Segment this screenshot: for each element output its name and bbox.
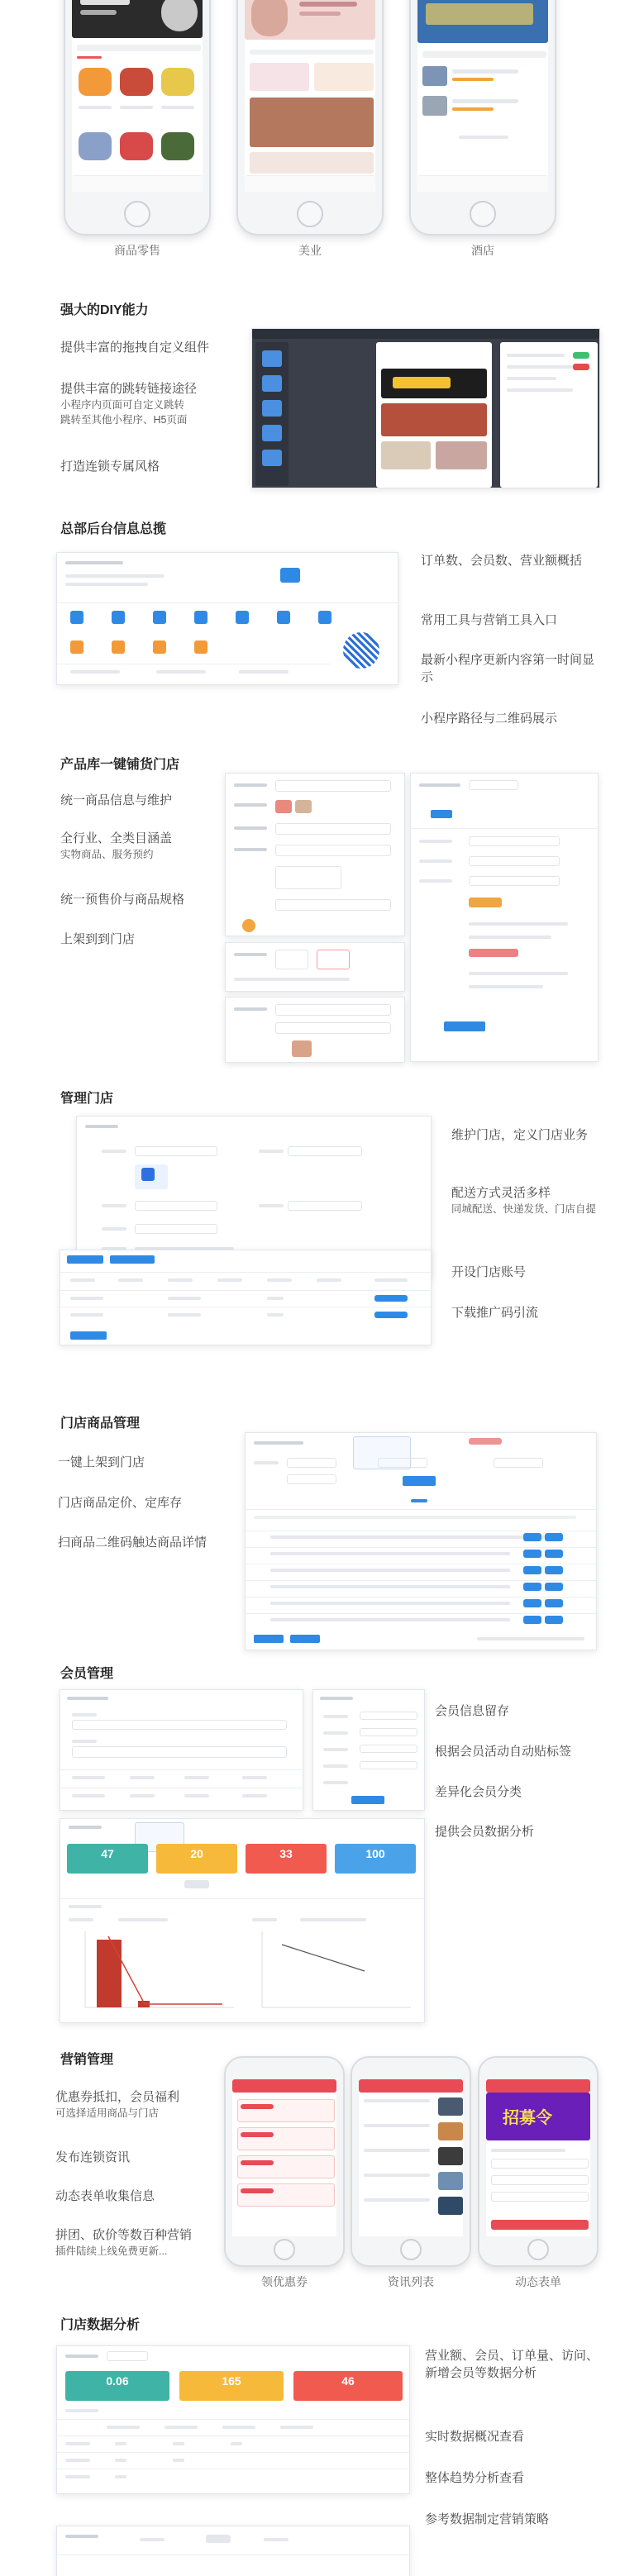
library-feature-4 xyxy=(60,931,135,948)
stores-feature-1-label: 维护门店，定义门店业务 xyxy=(451,1128,589,1142)
store-goods-feature-1 xyxy=(58,1454,145,1471)
phone-caption-form: 动态表单 xyxy=(515,2275,561,2288)
marketing-feature-4 xyxy=(55,2226,192,2259)
diy-feature-3-label: 打造连锁专属风格 xyxy=(60,459,160,474)
members-feature-2 xyxy=(435,1743,613,1760)
member-analytics-screenshot xyxy=(60,1818,425,2023)
phone-form xyxy=(478,2056,599,2267)
section-title-library: 产品库一键铺货门店 xyxy=(60,758,180,772)
stores-feature-4-label: 下载推广码引流 xyxy=(451,1306,539,1320)
member-chart-bar-1 xyxy=(97,1940,122,2007)
analytics-feature-3-label: 整体趋势分析查看 xyxy=(425,2471,525,2485)
member-tag-screenshot xyxy=(312,1689,425,1811)
phone-beauty xyxy=(236,0,384,236)
analytics-feature-2-label: 实时数据概况查看 xyxy=(425,2430,525,2444)
member-chart-line xyxy=(108,1936,222,2004)
members-feature-1-label: 会员信息留存 xyxy=(435,1704,510,1718)
member-kpi-4-value: 100 xyxy=(365,1847,385,1860)
phone-caption-retail: 商品零售 xyxy=(114,244,160,257)
stores-feature-2-sub: 同城配送、快递发货、门店自提 xyxy=(451,1203,597,1215)
phone-coupons xyxy=(224,2056,345,2267)
analytics-feature-4-label: 参考数据制定营销策略 xyxy=(425,2512,550,2526)
member-chart-trend xyxy=(282,1945,365,1971)
library-form-screenshot-1 xyxy=(225,773,405,936)
form-banner-text: 招募令 xyxy=(503,2109,552,2127)
library-feature-3-label: 统一预售价与商品规格 xyxy=(60,893,185,907)
store-goods-feature-2-label: 门店商品定价、定库存 xyxy=(58,1496,183,1510)
member-chart-right xyxy=(249,1928,417,2016)
section-title-diy: 强大的DIY能力 xyxy=(60,303,149,317)
library-form-screenshot-4 xyxy=(410,773,599,1062)
stores-feature-1 xyxy=(451,1126,604,1144)
members-feature-4-label: 提供会员数据分析 xyxy=(435,1825,535,1839)
store-goods-feature-2 xyxy=(58,1494,182,1512)
phone-retail xyxy=(64,0,211,236)
marketing-feature-1-sub: 可选择适用商品与门店 xyxy=(55,2107,160,2119)
section-title-marketing: 营销管理 xyxy=(60,2053,114,2067)
member-kpi-4 xyxy=(335,1844,416,1874)
marketing-feature-2 xyxy=(55,2149,130,2166)
analytics-feature-2 xyxy=(425,2428,602,2445)
library-feature-4-label: 上架到到门店 xyxy=(60,932,136,946)
stores-feature-3 xyxy=(451,1264,604,1281)
marketing-feature-4-sub: 插件陆续上线免费更新... xyxy=(55,2245,168,2257)
library-feature-2 xyxy=(60,830,172,862)
phone-news xyxy=(351,2056,471,2267)
hq-feature-4-label: 小程序路径与二维码展示 xyxy=(421,712,558,726)
stores-feature-2-label: 配送方式灵活多样 xyxy=(451,1186,551,1200)
member-kpi-2-value: 20 xyxy=(190,1847,203,1860)
library-form-screenshot-2 xyxy=(225,942,405,992)
store-goods-feature-1-label: 一键上架到门店 xyxy=(58,1455,145,1469)
member-kpi-3 xyxy=(246,1844,327,1874)
analytics-trend-screenshot xyxy=(56,2526,410,2576)
member-kpi-2 xyxy=(156,1844,237,1874)
library-feature-2-sub: 实物商品、服务预约 xyxy=(60,849,154,860)
section-title-hq: 总部后台信息总揽 xyxy=(60,522,167,536)
analytics-kpi-3-value: 46 xyxy=(341,2374,355,2388)
analytics-feature-1-label: 营业额、会员、订单量、访问、新增会员等数据分析 xyxy=(425,2349,599,2380)
diy-feature-1-label: 提供丰富的拖拽自定义组件 xyxy=(60,340,210,355)
analytics-kpi-3 xyxy=(293,2371,403,2401)
hq-feature-3-label: 最新小程序更新内容第一时间显示 xyxy=(421,653,595,684)
member-chart-left xyxy=(69,1928,242,2016)
hq-feature-1-label: 订单数、会员数、营业额概括 xyxy=(421,554,583,568)
diy-feature-2-sub-2: 跳转至其他小程序、H5页面 xyxy=(60,414,188,426)
library-feature-2-label: 全行业、全类目涵盖 xyxy=(60,831,173,845)
diy-feature-1 xyxy=(60,339,209,356)
analytics-feature-3 xyxy=(425,2469,602,2487)
store-goods-feature-3 xyxy=(58,1534,207,1551)
analytics-feature-4 xyxy=(425,2511,602,2528)
hq-feature-1 xyxy=(421,552,603,569)
marketing-feature-3 xyxy=(55,2188,155,2205)
section-title-members: 会员管理 xyxy=(60,1667,114,1681)
member-kpi-3-value: 33 xyxy=(279,1847,293,1860)
hq-feature-2 xyxy=(421,612,603,629)
section-title-stores: 管理门店 xyxy=(60,1092,114,1106)
hq-feature-2-label: 常用工具与营销工具入口 xyxy=(421,613,558,627)
phone-hotel xyxy=(409,0,556,236)
analytics-kpi-2-value: 165 xyxy=(222,2374,241,2388)
analytics-kpi-2 xyxy=(179,2371,284,2401)
analytics-feature-1 xyxy=(425,2347,602,2382)
diy-feature-3 xyxy=(60,458,160,475)
store-goods-table-screenshot xyxy=(245,1432,597,1650)
hq-feature-3 xyxy=(421,651,603,686)
phone-caption-hotel: 酒店 xyxy=(471,244,494,257)
diy-feature-2-sub-1: 小程序内页面可自定义跳转 xyxy=(60,399,185,411)
members-feature-1 xyxy=(435,1702,604,1720)
library-form-screenshot-3 xyxy=(225,997,405,1063)
section-title-analytics: 门店数据分析 xyxy=(60,2318,141,2332)
library-feature-1-label: 统一商品信息与维护 xyxy=(60,793,173,807)
section-title-store-goods: 门店商品管理 xyxy=(60,1417,141,1431)
analytics-kpi-1 xyxy=(65,2371,169,2401)
stores-feature-4 xyxy=(451,1304,604,1321)
member-list-screenshot xyxy=(60,1689,303,1811)
analytics-kpi-1-value: 0.06 xyxy=(106,2374,129,2388)
diy-editor-screenshot xyxy=(251,328,600,488)
members-feature-3 xyxy=(435,1783,604,1801)
phone-caption-beauty: 美业 xyxy=(298,244,322,257)
stores-feature-3-label: 开设门店账号 xyxy=(451,1265,527,1279)
hq-feature-4 xyxy=(421,710,603,727)
stores-list-screenshot xyxy=(60,1250,432,1345)
member-kpi-1 xyxy=(67,1844,148,1874)
library-feature-3 xyxy=(60,891,184,908)
diy-feature-2 xyxy=(60,380,197,427)
phone-caption-coupons: 领优惠券 xyxy=(261,2275,308,2288)
stores-feature-2 xyxy=(451,1184,604,1217)
analytics-overview-screenshot xyxy=(56,2345,410,2494)
marketing-feature-2-label: 发布连锁资讯 xyxy=(55,2150,131,2164)
member-kpi-1-value: 47 xyxy=(101,1847,114,1860)
store-goods-feature-3-label: 扫商品二维码触达商品详情 xyxy=(58,1536,207,1550)
members-feature-3-label: 差异化会员分类 xyxy=(435,1785,522,1799)
marketing-feature-4-label: 拼团、砍价等数百种营销 xyxy=(55,2228,193,2242)
hq-dashboard-screenshot xyxy=(56,552,398,685)
phone-caption-news: 资讯列表 xyxy=(388,2275,434,2288)
qr-code-image xyxy=(343,632,379,669)
marketing-feature-3-label: 动态表单收集信息 xyxy=(55,2189,155,2203)
library-feature-1 xyxy=(60,792,172,809)
members-feature-4 xyxy=(435,1823,604,1840)
diy-feature-2-label: 提供丰富的跳转链接途径 xyxy=(60,382,198,396)
marketing-feature-1-label: 优惠券抵扣，会员福利 xyxy=(55,2090,180,2104)
marketing-feature-1 xyxy=(55,2088,179,2121)
members-feature-2-label: 根据会员活动自动贴标签 xyxy=(435,1745,572,1759)
